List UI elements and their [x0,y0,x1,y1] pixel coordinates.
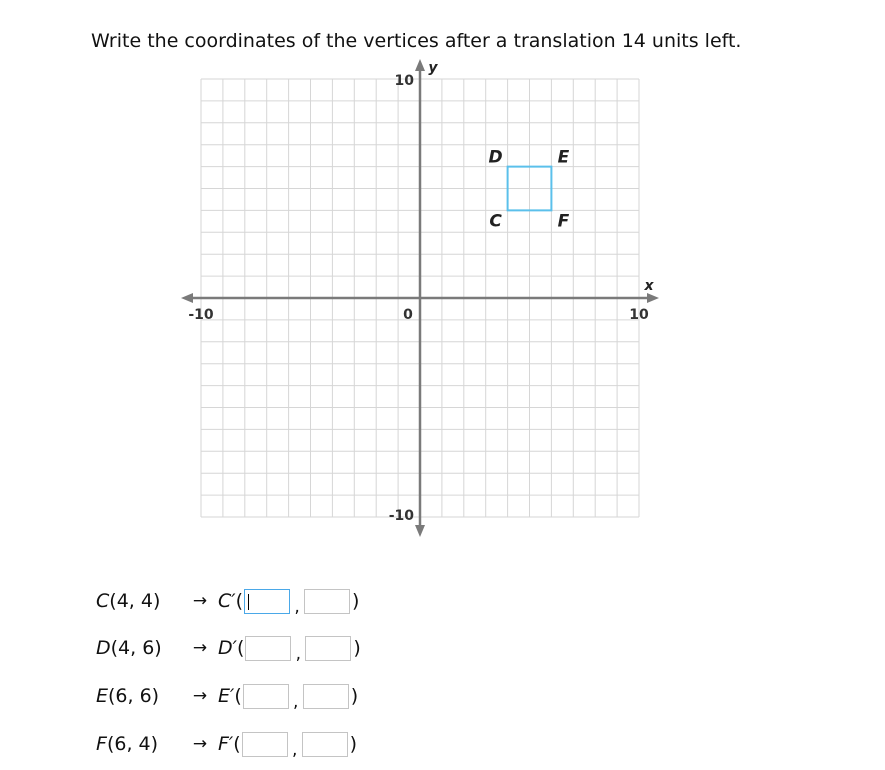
arrow-icon: → [192,734,208,754]
y-axis-down-arrow-icon [415,525,425,537]
labels-layer [188,60,654,524]
comma: , [293,692,299,712]
arrow-icon: → [192,638,208,658]
f-prime-y-input[interactable] [302,732,348,757]
answer-row-f [96,728,357,760]
x-axis-left-arrow-icon [181,293,193,303]
y-axis-label: y [428,60,438,76]
image-vertex-d: D′( [218,637,245,659]
original-vertex-f: F(6, 4) [96,733,159,755]
comma: , [295,644,302,664]
x-tick-label-max: 10 [629,307,649,323]
vertex-label-e: E [557,147,570,168]
original-vertex-c: C(4, 4) [96,590,161,612]
close-paren: ) [353,637,361,659]
close-paren: ) [352,590,360,612]
question-text: Write the coordinates of the vertices after a translation 14 units left. [91,30,742,52]
x-axis-right-arrow-icon [647,293,659,303]
vertex-label-f: F [557,211,570,232]
answer-row-d [96,632,361,664]
arrow-icon: → [192,591,208,611]
close-paren: ) [349,733,358,755]
arrow-icon: → [192,686,208,706]
vertex-label-d: D [488,147,503,168]
answer-row-e [96,680,358,712]
y-tick-label-max: 10 [394,73,414,89]
comma: , [291,740,298,760]
d-prime-x-input[interactable] [245,636,291,661]
image-vertex-f: F′( [218,733,241,755]
comma: , [294,597,300,617]
vertex-label-c: C [489,211,502,232]
x-tick-label-min: -10 [188,307,214,323]
x-axis-label: x [644,278,654,294]
origin-label: 0 [403,307,413,323]
y-tick-label-min: -10 [388,508,414,524]
e-prime-x-input[interactable] [243,684,289,709]
close-paren: ) [350,685,359,707]
answer-row-c [96,585,359,617]
f-prime-x-input[interactable] [242,732,288,757]
original-vertex-e: E(6, 6) [96,685,160,707]
original-vertex-d: D(4, 6) [96,637,162,659]
image-vertex-e: E′( [218,685,242,707]
d-prime-y-input[interactable] [305,636,351,661]
y-axis-up-arrow-icon [415,59,425,71]
c-prime-y-input[interactable] [304,589,350,614]
c-prime-x-input[interactable] [244,589,290,614]
axes [181,59,659,537]
e-prime-y-input[interactable] [303,684,349,709]
image-vertex-c: C′( [218,590,244,612]
